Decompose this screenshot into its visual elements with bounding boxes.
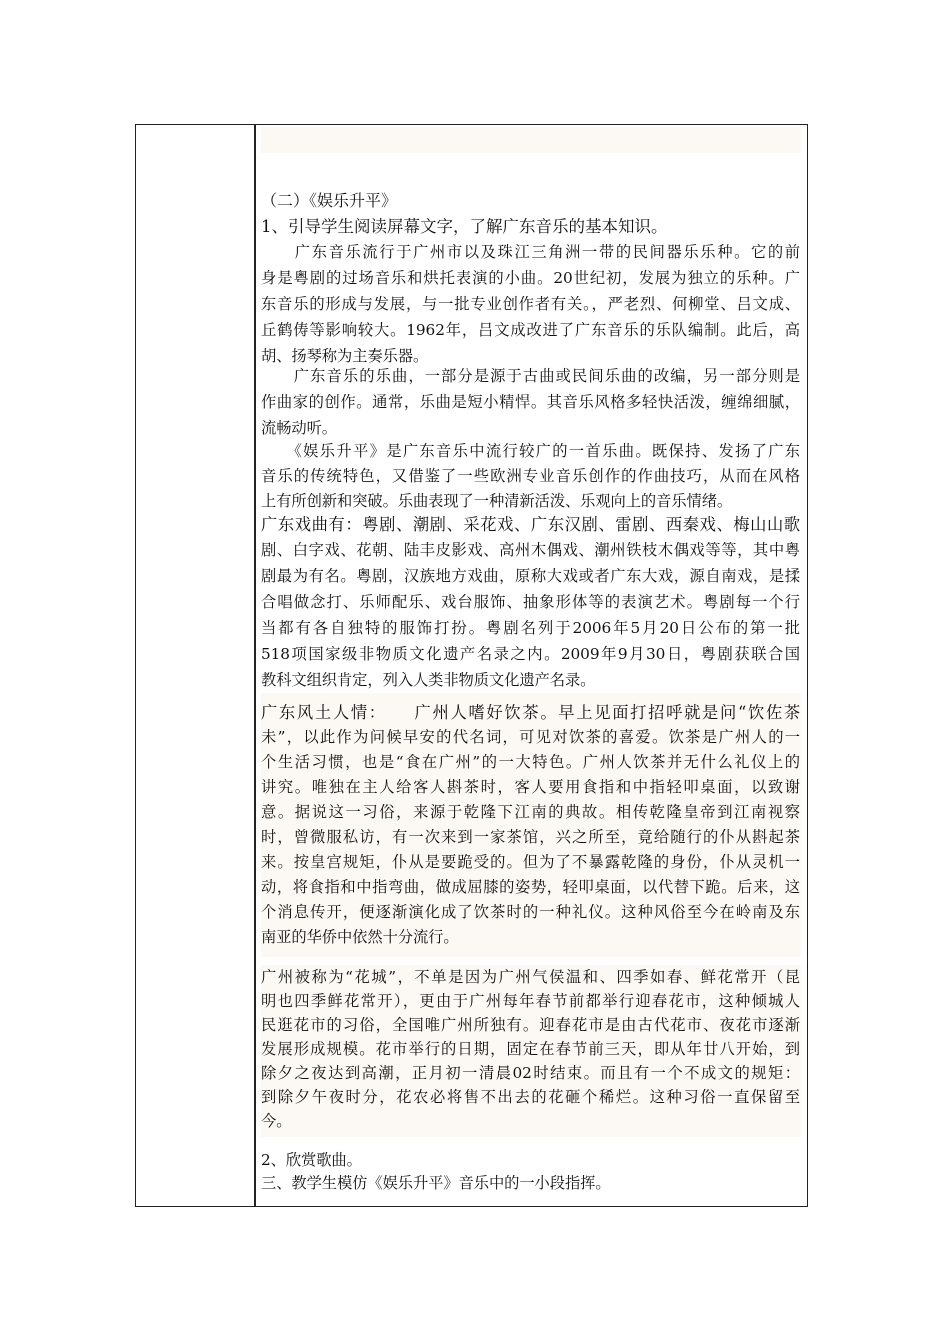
text-line: 未”，以此作为问候早安的代名词，可见对饮茶的喜爱。饮茶是广州人的一: [261, 728, 800, 746]
text-line: 个生活习惯，也是“食在广州”的一大特色。广州人饮茶并无什么礼仪上的: [261, 753, 800, 771]
text-line: 今。: [261, 1112, 292, 1130]
flowers-paragraph: [261, 965, 801, 1137]
content-cell: [261, 125, 801, 1206]
shaded-band: [261, 127, 801, 153]
text-line: 广东音乐的乐曲，一部分是源于古曲或民间乐曲的改编，另一部分则是: [261, 367, 800, 385]
text-line: 《娱乐升平》是广东音乐中流行较广的一首乐曲。既保持、发扬了广东: [261, 442, 800, 460]
section-title: （二）《娱乐升平》: [261, 191, 398, 210]
text-line: 时，曾微服私访，有一次来到一家茶馆，兴之所至，竟给随行的仆从斟起茶: [261, 828, 800, 846]
text-line: 上有所创新和突破。乐曲表现了一种清新活泼、乐观向上的音乐情绪。: [261, 492, 733, 510]
text-line: 民逛花市的习俗，全国唯广州所独有。迎春花市是由古代花市、夜花市逐渐: [261, 1016, 800, 1034]
step-3-heading: 三、教学生模仿《娱乐升平》音乐中的一小段指挥。: [261, 1174, 611, 1192]
text-line: 身是粤剧的过场音乐和烘托表演的小曲。20世纪初，发展为独立的乐种。广: [261, 269, 800, 287]
text-line: 动，将食指和中指弯曲，做成屈膝的姿势，轻叩桌面，以代替下跪。后来，这: [261, 878, 800, 896]
column-divider: [254, 125, 256, 1206]
text-line: 讲究。唯独在主人给客人斟茶时，客人要用食指和中指轻叩桌面，以致谢: [261, 778, 800, 796]
text-line: 广东风土人情： 广州人嗜好饮茶。早上见面打招呼就是问“饮佐茶: [261, 703, 800, 722]
text-line: 发展形成规模。花市举行的日期，固定在春节前三天，即从年廿八开始，到: [261, 1040, 800, 1058]
text-line: 胡、扬琴称为主奏乐器。: [261, 347, 429, 365]
text-line: 意。据说这一习俗，来源于乾隆下江南的典故。相传乾隆皇帝到江南视察: [261, 803, 800, 821]
text-line: 丘鹤俦等影响较大。1962年，吕文成改进了广东音乐的乐队编制。此后，高: [261, 321, 800, 339]
step-2-heading: 2、欣赏歌曲。: [261, 1151, 362, 1169]
text-line: 合唱做念打、乐师配乐、戏台服饰、抽象形体等的表演艺术。粤剧每一个行: [261, 593, 800, 611]
text-line: 流畅动听。: [261, 419, 337, 437]
text-line: 教科文组织肯定，列入人类非物质文化遗产名录。: [261, 671, 596, 689]
text-line: 518项国家级非物质文化遗产名录之内。2009年9月30日，粤剧获联合国: [261, 645, 800, 663]
customs-paragraph: [261, 693, 801, 957]
text-line: 个消息传开，便逐渐演化成了饮茶时的一种礼仪。这种风俗至今在岭南及东: [261, 903, 800, 921]
text-line: 到除夕午夜时分，花农必将售不出去的花砸个稀烂。这种习俗一直保留至: [261, 1088, 800, 1106]
text-line: 广东音乐流行于广州市以及珠江三角洲一带的民间器乐乐种。它的前: [261, 243, 800, 261]
text-line: 南亚的华侨中依然十分流行。: [261, 928, 459, 946]
text-line: 明也四季鲜花常开），更由于广州每年春节前都举行迎春花市，这种倾城人: [261, 992, 800, 1010]
lesson-table: [135, 124, 808, 1207]
text-line: 剧最为有名。粤剧，汉族地方戏曲，原称大戏或者广东大戏，源自南戏，是揉: [261, 567, 800, 585]
text-line: 剧、白字戏、花朝、陆丰皮影戏、高州木偶戏、潮州铁枝木偶戏等等，其中粤: [261, 541, 800, 559]
text-line: 音乐的传统特色，又借鉴了一些欧洲专业音乐创作的作曲技巧，从而在风格: [261, 467, 800, 485]
text-line: 广东戏曲有：粤剧、潮剧、采花戏、广东汉剧、雷剧、西秦戏、梅山山歌: [261, 515, 800, 534]
text-line: 广州被称为“花城”，不单是因为广州气侯温和、四季如春、鲜花常开（昆: [261, 968, 800, 986]
text-line: 来。按皇宫规矩，仆从是要跪受的。但为了不暴露乾隆的身份，仆从灵机一: [261, 853, 800, 871]
text-line: 当都有各自独特的服饰打扮。粤剧名列于2006年5月20日公布的第一批: [261, 619, 800, 637]
text-line: 作曲家的创作。通常，乐曲是短小精悍。其音乐风格多轻快活泼，缠绵细腻，: [261, 393, 800, 411]
text-line: 除夕之夜达到高潮，正月初一清晨02时结束。而且有一个不成文的规矩：: [261, 1064, 800, 1082]
text-line: 东音乐的形成与发展，与一批专业创作者有关。，严老烈、何柳堂、吕文成、: [261, 295, 800, 313]
step-1-heading: 1、引导学生阅读屏幕文字，了解广东音乐的基本知识。: [261, 217, 668, 236]
